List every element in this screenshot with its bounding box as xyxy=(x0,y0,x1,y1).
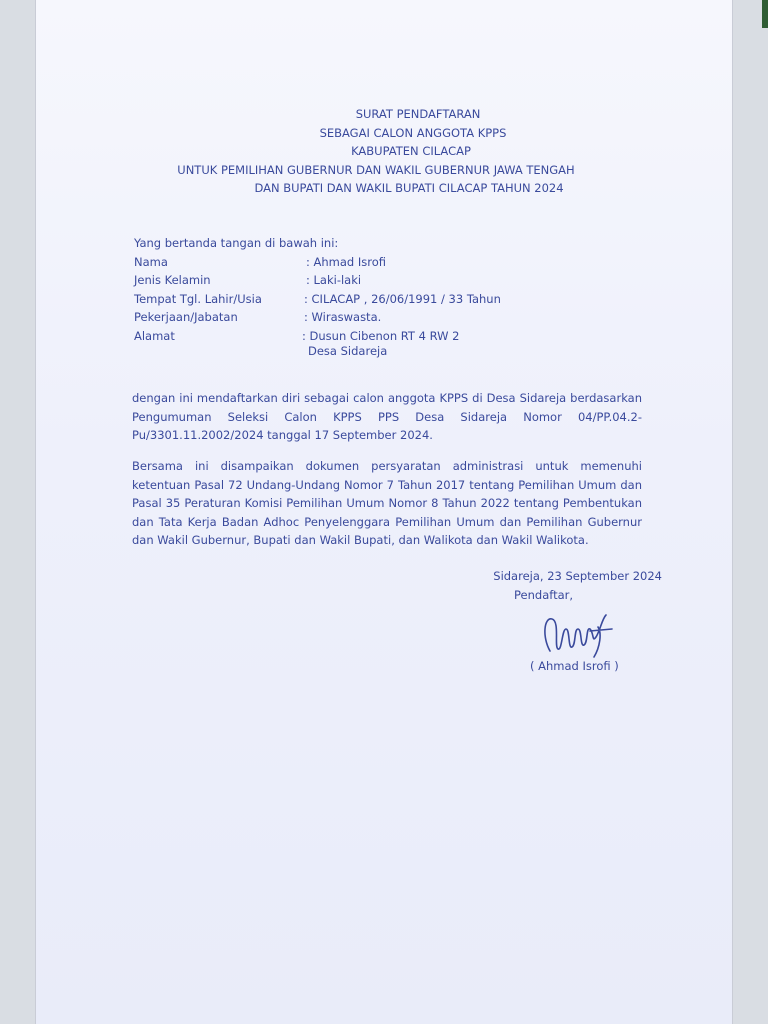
paragraph-requirements: Bersama ini disampaikan dokumen persyaratan administrasi untuk memenuhi ketentuan Pasal 72 Undang-Undang Nomor 7 Tahun 2017 tentang Pemilihan Umum dan Pasal 35 Peraturan Komisi Pemilihan Umum Nomor 8 Tahun 2022 tentang Pembentukan dan Tata Kerja Badan Adhoc Penyelenggara Pemilihan Umum dan Pemilihan Gubernur dan Wakil Gubernur, Bupati dan Wakil Bupati, dan Walikota dan Wakil Walikota. xyxy=(132,459,642,548)
field-row-tempat-tgl-lahir xyxy=(134,290,634,308)
signature-role: Pendaftar, xyxy=(514,588,574,602)
field-value: : Dusun Cibenon RT 4 RW 2 xyxy=(302,328,460,343)
field-value: : Ahmad Isrofi xyxy=(306,255,387,269)
signature-name: ( Ahmad Isrofi ) xyxy=(530,659,619,673)
paragraph-registration: dengan ini mendaftarkan diri sebagai calon anggota KPPS di Desa Sidareja berdasarkan Pengumuman Seleksi Calon KPPS PPS Desa Sidareja Nomor 04/PP.04.2-Pu/3301.11.2002/2024 tanggal 17 September 2024. xyxy=(132,391,642,443)
field-row-pekerjaan xyxy=(134,308,634,326)
title-line: KABUPATEN CILACAP xyxy=(351,144,471,159)
title-line: SEBAGAI CALON ANGGOTA KPPS xyxy=(319,125,507,140)
field-row-jenis-kelamin xyxy=(134,271,634,289)
identity-fields xyxy=(134,253,634,345)
title-line: UNTUK PEMILIHAN GUBERNUR DAN WAKIL GUBERNUR JAWA TENGAH xyxy=(177,162,575,177)
field-label: Alamat xyxy=(134,328,175,343)
document-page xyxy=(36,0,732,1024)
field-label: Pekerjaan/Jabatan xyxy=(134,310,238,325)
field-value: : Laki-laki xyxy=(306,273,362,288)
field-value: : CILACAP , 26/06/1991 / 33 Tahun xyxy=(304,291,501,306)
field-value: : Wiraswasta. xyxy=(304,310,382,325)
background-edge xyxy=(762,0,768,28)
field-label: Nama xyxy=(134,255,168,269)
intro-text: Yang bertanda tangan di bawah ini: xyxy=(134,236,339,250)
field-label: Tempat Tgl. Lahir/Usia xyxy=(134,291,262,306)
address-line-2: Desa Sidareja xyxy=(308,344,388,358)
field-row-nama xyxy=(134,253,634,271)
document-title xyxy=(36,105,732,198)
title-line: SURAT PENDAFTARAN xyxy=(355,107,481,121)
signature-place-date: Sidareja, 23 September 2024 xyxy=(493,569,662,583)
field-label: Jenis Kelamin xyxy=(134,273,211,288)
title-line: DAN BUPATI DAN WAKIL BUPATI CILACAP TAHUN 2024 xyxy=(254,181,564,196)
